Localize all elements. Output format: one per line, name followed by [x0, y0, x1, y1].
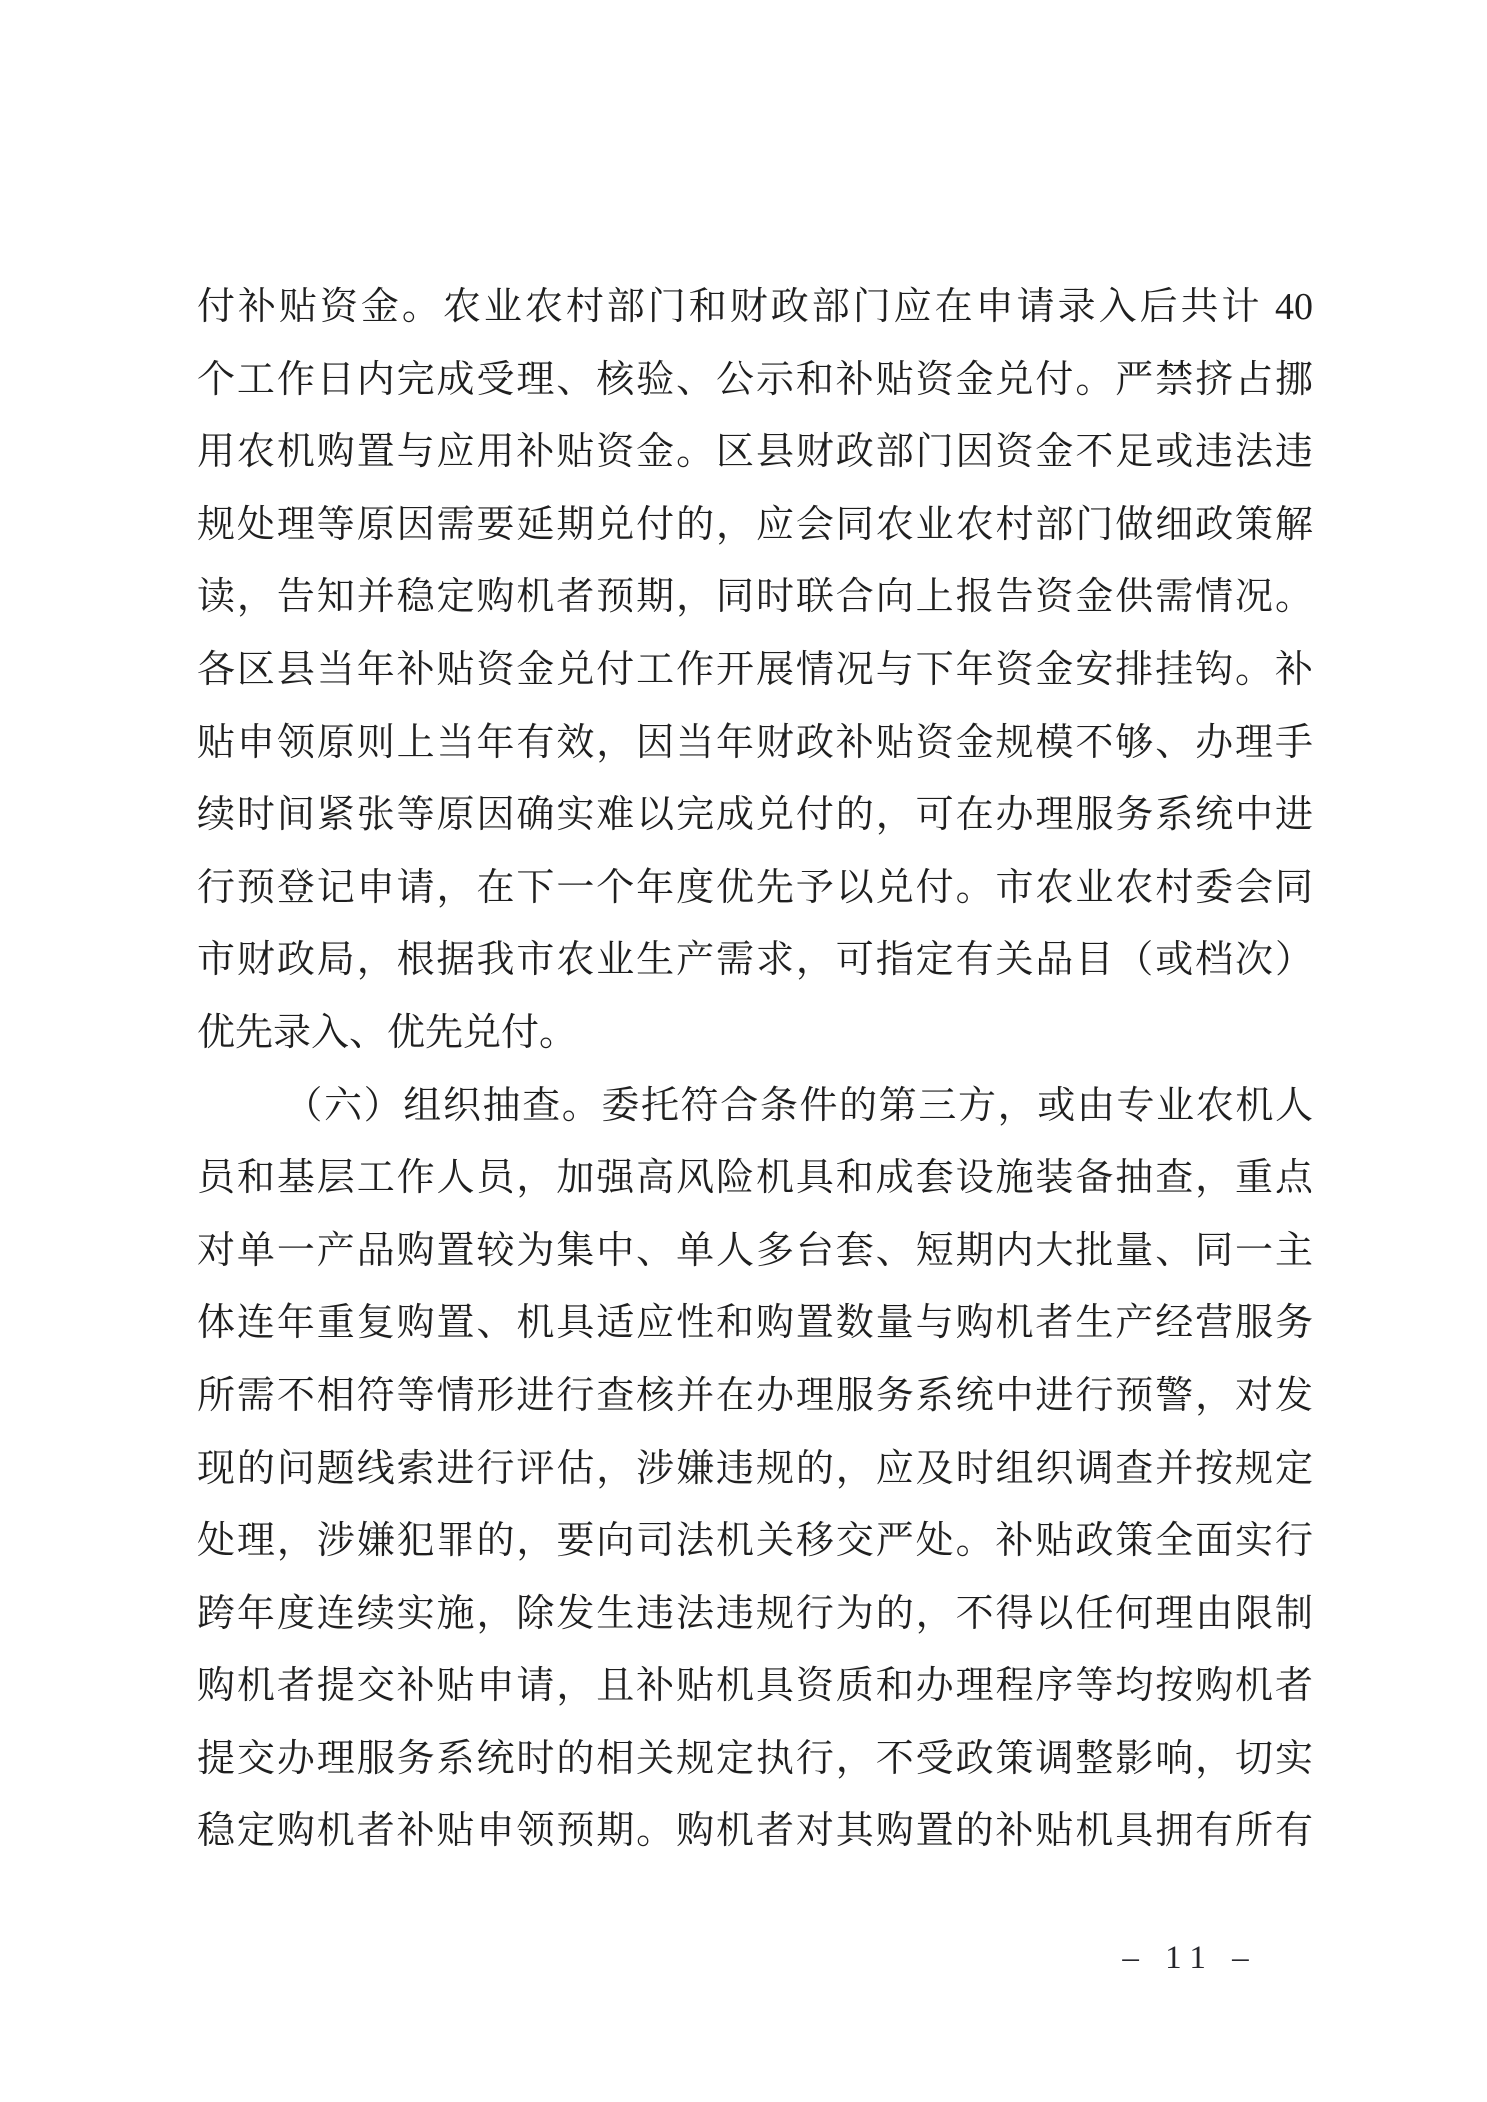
text-line: 稳定购机者补贴申领预期。购机者对其购置的补贴机具拥有所有 — [197, 1810, 1313, 1853]
body-text — [197, 271, 1313, 1868]
text-line: 个工作日内完成受理、核验、公示和补贴资金兑付。严禁挤占挪 — [197, 358, 1313, 401]
text-line: 规处理等原因需要延期兑付的，应会同农业农村部门做细政策解 — [197, 503, 1313, 546]
text-line: 所需不相符等情形进行查核并在办理服务系统中进行预警，对发 — [197, 1374, 1313, 1417]
text-line: 员和基层工作人员，加强高风险机具和成套设施装备抽查，重点 — [197, 1157, 1313, 1200]
text-line: 读，告知并稳定购机者预期，同时联合向上报告资金供需情况。 — [197, 576, 1313, 619]
text-line: 行预登记申请，在下一个年度优先予以兑付。市农业农村委会同 — [197, 866, 1313, 909]
text-line: 处理，涉嫌犯罪的，要向司法机关移交严处。补贴政策全面实行 — [197, 1520, 1313, 1563]
text-line: 跨年度连续实施，除发生违法违规行为的，不得以任何理由限制 — [197, 1592, 1313, 1635]
text-line: （六）组织抽查。委托符合条件的第三方，或由专业农机人 — [284, 1084, 1313, 1127]
text-line: 优先录入、优先兑付。 — [197, 1011, 578, 1054]
text-line: 对单一产品购置较为集中、单人多台套、短期内大批量、同一主 — [197, 1229, 1313, 1272]
page-number: – 11 – — [1122, 1940, 1258, 1976]
text-line: 各区县当年补贴资金兑付工作开展情况与下年资金安排挂钩。补 — [197, 648, 1313, 691]
text-line: 用农机购置与应用补贴资金。区县财政部门因资金不足或违法违 — [197, 431, 1313, 474]
text-line: 市财政局，根据我市农业生产需求，可指定有关品目（或档次） — [197, 939, 1313, 982]
text-line: 贴申领原则上当年有效，因当年财政补贴资金规模不够、办理手 — [197, 721, 1313, 764]
text-line: 提交办理服务系统时的相关规定执行，不受政策调整影响，切实 — [197, 1737, 1313, 1780]
text-line: 付补贴资金。农业农村部门和财政部门应在申请录入后共计 40 — [197, 286, 1313, 328]
text-line: 续时间紧张等原因确实难以完成兑付的，可在办理服务系统中进 — [197, 794, 1313, 837]
text-line: 现的问题线索进行评估，涉嫌违规的，应及时组织调查并按规定 — [197, 1447, 1313, 1490]
text-line: 体连年重复购置、机具适应性和购置数量与购机者生产经营服务 — [197, 1302, 1313, 1345]
text-line: 购机者提交补贴申请，且补贴机具资质和办理程序等均按购机者 — [197, 1665, 1313, 1708]
